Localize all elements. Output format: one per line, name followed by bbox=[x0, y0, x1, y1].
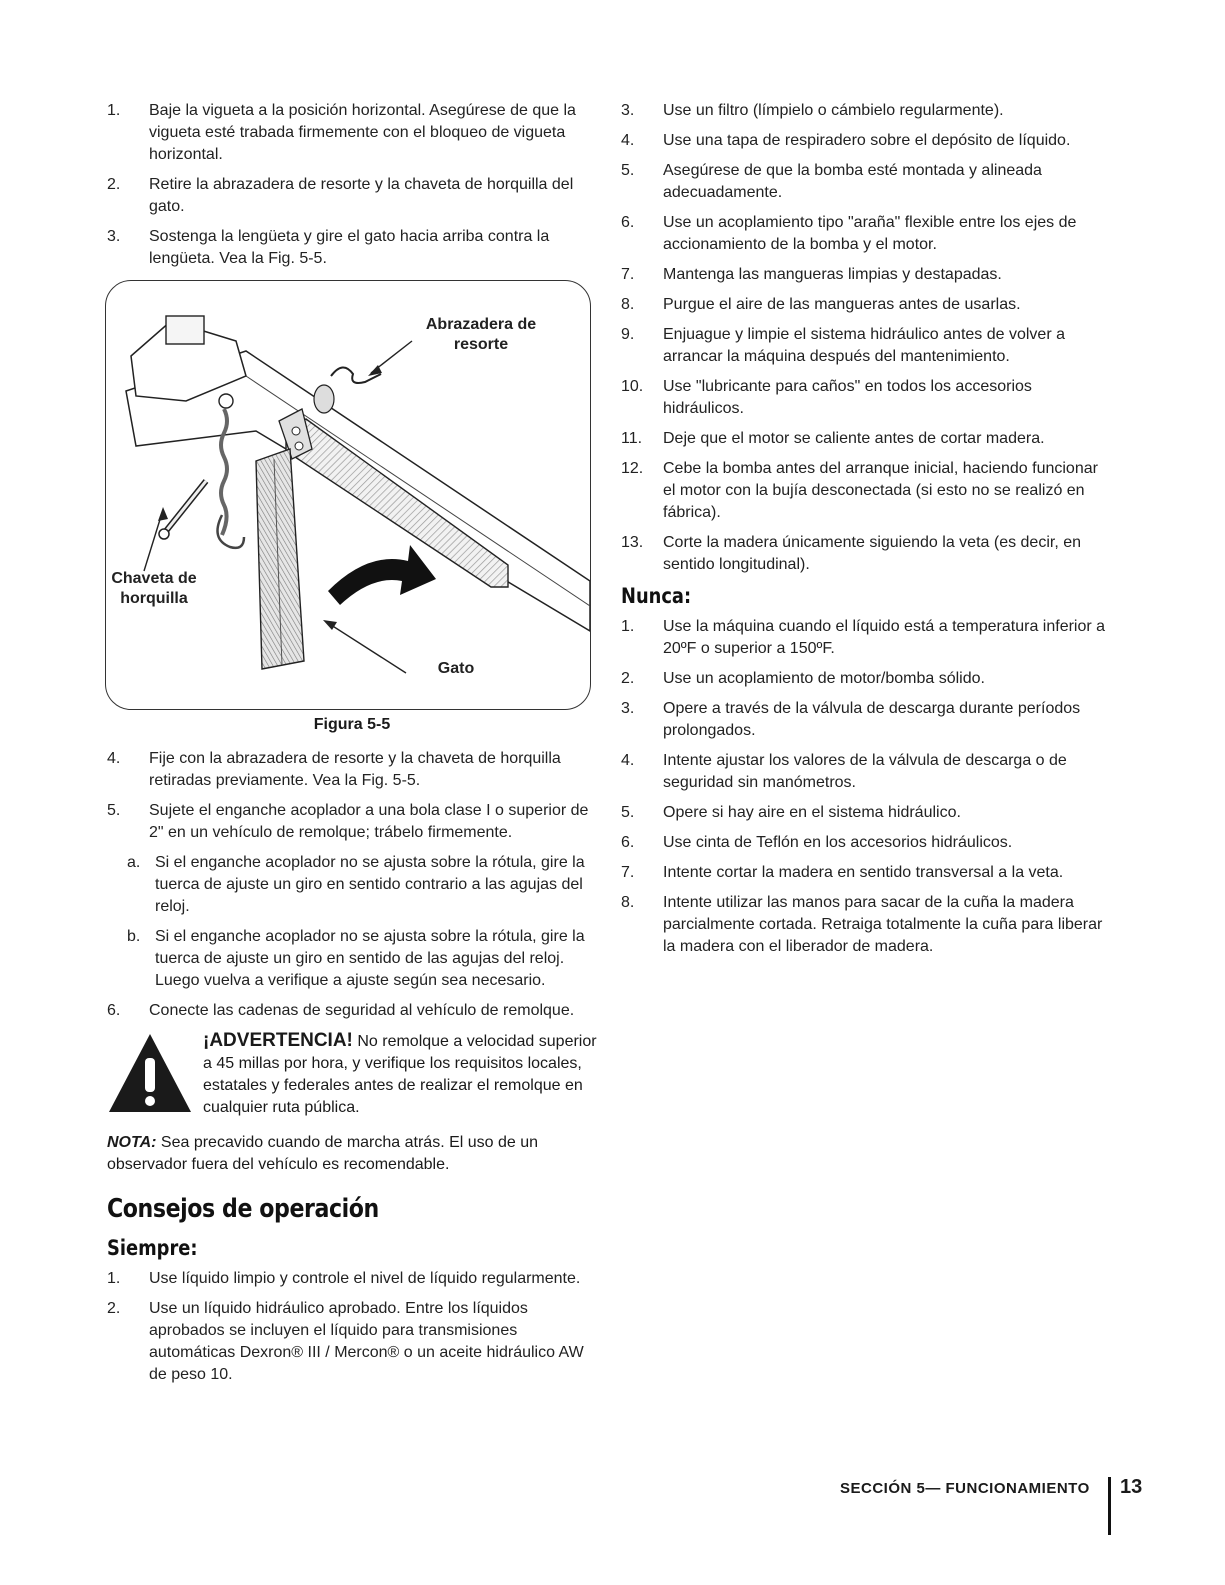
section-title: Consejos de operación bbox=[107, 1194, 379, 1224]
item-number: 2. bbox=[107, 176, 121, 193]
note-label: NOTA: bbox=[107, 1134, 157, 1151]
list-item bbox=[107, 800, 597, 844]
item-number: 6. bbox=[621, 834, 635, 851]
item-text: Purgue el aire de las mangueras antes de usarlas. bbox=[663, 296, 1021, 313]
item-text: Asegúrese de que la bomba esté montada y alineada adecuadamente. bbox=[663, 162, 1042, 201]
item-text: Si el enganche acoplador no se ajusta sobre la rótula, gire la tuerca de ajuste un giro en sentido contrario a las agujas del reloj. bbox=[155, 854, 585, 915]
item-number: 11. bbox=[621, 430, 643, 447]
item-text: Opere si hay aire en el sistema hidráulico. bbox=[663, 804, 961, 821]
list-item bbox=[107, 852, 597, 918]
warning-text bbox=[203, 1030, 597, 1119]
warning-body: No remolque a velocidad superior a 45 millas por hora, y verifique los requisitos locales, estatales y federales antes de realizar el remolque en cualquier ruta pública. bbox=[203, 1033, 597, 1116]
item-number: 6. bbox=[621, 214, 635, 231]
list-item bbox=[621, 750, 1111, 794]
item-text: Si el enganche acoplador no se ajusta sobre la rótula, gire la tuerca de ajuste un giro en sentido de las agujas del reloj. Luego vuelva a verifique a ajuste según sea necesario. bbox=[155, 928, 585, 989]
item-text: Use una tapa de respiradero sobre el depósito de líquido. bbox=[663, 132, 1071, 149]
item-number: 2. bbox=[621, 670, 635, 687]
item-number: 12. bbox=[621, 460, 644, 477]
steps-list-c bbox=[107, 1000, 597, 1022]
list-item bbox=[107, 926, 597, 992]
list-item bbox=[621, 862, 1111, 884]
item-number: 3. bbox=[621, 102, 635, 119]
substeps-list bbox=[107, 852, 597, 992]
list-item bbox=[621, 100, 1111, 122]
left-column bbox=[107, 100, 597, 1394]
list-item bbox=[621, 428, 1111, 450]
figure-label-pin: Chaveta de horquilla bbox=[111, 570, 197, 607]
steps-list-b bbox=[107, 748, 597, 844]
item-text: Intente cortar la madera en sentido transversal a la veta. bbox=[663, 864, 1064, 881]
list-item bbox=[621, 668, 1111, 690]
siempre-list-left bbox=[107, 1268, 597, 1386]
item-number: 3. bbox=[107, 228, 121, 245]
list-item bbox=[621, 212, 1111, 256]
list-item bbox=[621, 616, 1111, 660]
warning-title: ¡ADVERTENCIA! bbox=[203, 1030, 353, 1051]
siempre-list-right bbox=[621, 100, 1111, 576]
warning-triangle-icon bbox=[107, 1032, 193, 1116]
list-item bbox=[107, 226, 597, 270]
item-text: Deje que el motor se caliente antes de cortar madera. bbox=[663, 430, 1045, 447]
list-item bbox=[621, 130, 1111, 152]
item-number: 13. bbox=[621, 534, 644, 551]
page-footer bbox=[840, 1476, 1143, 1537]
item-text: Cebe la bomba antes del arranque inicial, haciendo funcionar el motor con la bujía desconectada (si esto no se realizó en fábrica). bbox=[663, 460, 1098, 521]
item-number: 8. bbox=[621, 296, 635, 313]
page-number: 13 bbox=[1120, 1476, 1143, 1498]
item-text: Use líquido limpio y controle el nivel de líquido regularmente. bbox=[149, 1270, 581, 1287]
footer-divider bbox=[1108, 1477, 1111, 1535]
item-number: 5. bbox=[621, 804, 635, 821]
list-item bbox=[107, 1298, 597, 1386]
item-text: Corte la madera únicamente siguiendo la veta (es decir, en sentido longitudinal). bbox=[663, 534, 1082, 573]
item-number: 1. bbox=[107, 102, 121, 119]
figure-caption: Figura 5-5 bbox=[313, 716, 391, 733]
figure-5-5 bbox=[105, 280, 591, 710]
list-item bbox=[107, 1268, 597, 1290]
item-text: Mantenga las mangueras limpias y destapadas. bbox=[663, 266, 1002, 283]
item-text: Use "lubricante para caños" en todos los accesorios hidráulicos. bbox=[663, 378, 1032, 417]
item-text: Fije con la abrazadera de resorte y la chaveta de horquilla retiradas previamente. Vea la Fig. 5-5. bbox=[149, 750, 561, 789]
list-item bbox=[621, 294, 1111, 316]
nunca-heading: Nunca: bbox=[621, 584, 692, 608]
item-text: Use cinta de Teflón en los accesorios hidráulicos. bbox=[663, 834, 1013, 851]
list-item bbox=[621, 458, 1111, 524]
item-number: 7. bbox=[621, 864, 635, 881]
item-number: 1. bbox=[621, 618, 635, 635]
item-number: 10. bbox=[621, 378, 644, 395]
list-item bbox=[621, 264, 1111, 286]
list-item bbox=[107, 748, 597, 792]
list-item bbox=[621, 802, 1111, 824]
item-number: b. bbox=[127, 928, 141, 945]
item-text: Use un líquido hidráulico aprobado. Entre los líquidos aprobados se incluyen el líquido para transmisiones automáticas Dexron® III / Mercon® o un aceite hidráulico AW de peso 10. bbox=[149, 1300, 584, 1383]
list-item bbox=[107, 174, 597, 218]
item-number: 3. bbox=[621, 700, 635, 717]
list-item bbox=[107, 1000, 597, 1022]
figure-label-jack: Gato bbox=[437, 660, 475, 677]
list-item bbox=[621, 832, 1111, 854]
item-number: 6. bbox=[107, 1002, 121, 1019]
item-text: Sujete el enganche acoplador a una bola clase I o superior de 2" en un vehículo de remolque; trábelo firmemente. bbox=[149, 802, 589, 841]
item-number: 8. bbox=[621, 894, 635, 911]
item-number: 9. bbox=[621, 326, 635, 343]
item-text: Enjuague y limpie el sistema hidráulico antes de volver a arrancar la máquina después del mantenimiento. bbox=[663, 326, 1065, 365]
footer-section: SECCIÓN 5— FUNCIONAMIENTO bbox=[840, 1480, 1090, 1497]
siempre-heading: Siempre: bbox=[107, 1236, 198, 1260]
item-number: 5. bbox=[107, 802, 121, 819]
item-number: 4. bbox=[621, 132, 635, 149]
item-text: Baje la vigueta a la posición horizontal. Asegúrese de que la vigueta esté trabada firmemente con el bloqueo de vigueta horizontal. bbox=[149, 102, 576, 163]
figure-label-clip: Abrazadera de resorte bbox=[425, 316, 537, 353]
note-paragraph bbox=[107, 1132, 597, 1176]
list-item bbox=[621, 698, 1111, 742]
right-column bbox=[621, 100, 1111, 966]
item-text: Intente utilizar las manos para sacar de la cuña la madera parcialmente cortada. Retraiga totalmente la cuña para liberar la madera con el liberador de madera. bbox=[663, 894, 1103, 955]
item-number: a. bbox=[127, 854, 141, 871]
list-item bbox=[107, 100, 597, 166]
list-item bbox=[621, 160, 1111, 204]
item-text: Retire la abrazadera de resorte y la chaveta de horquilla del gato. bbox=[149, 176, 574, 215]
item-text: Intente ajustar los valores de la válvula de descarga o de seguridad sin manómetros. bbox=[663, 752, 1067, 791]
item-text: Use la máquina cuando el líquido está a temperatura inferior a 20ºF o superior a 150ºF. bbox=[663, 618, 1106, 657]
note-text: Sea precavido cuando de marcha atrás. El uso de un observador fuera del vehículo es recomendable. bbox=[107, 1134, 539, 1173]
item-number: 1. bbox=[107, 1270, 121, 1287]
warning-box bbox=[107, 1030, 597, 1122]
steps-list-a bbox=[107, 100, 597, 270]
list-item bbox=[621, 324, 1111, 368]
item-text: Use un filtro (límpielo o cámbielo regularmente). bbox=[663, 102, 1004, 119]
item-text: Conecte las cadenas de seguridad al vehículo de remolque. bbox=[149, 1002, 575, 1019]
item-number: 4. bbox=[621, 752, 635, 769]
list-item bbox=[621, 376, 1111, 420]
item-number: 5. bbox=[621, 162, 635, 179]
item-number: 4. bbox=[107, 750, 121, 767]
item-text: Use un acoplamiento de motor/bomba sólido. bbox=[663, 670, 985, 687]
nunca-list bbox=[621, 616, 1111, 958]
item-text: Opere a través de la válvula de descarga durante períodos prolongados. bbox=[663, 700, 1081, 739]
item-number: 2. bbox=[107, 1300, 121, 1317]
item-text: Sostenga la lengüeta y gire el gato hacia arriba contra la lengüeta. Vea la Fig. 5-5. bbox=[149, 228, 550, 267]
list-item bbox=[621, 532, 1111, 576]
item-number: 7. bbox=[621, 266, 635, 283]
list-item bbox=[621, 892, 1111, 958]
item-text: Use un acoplamiento tipo "araña" flexible entre los ejes de accionamiento de la bomba y el motor. bbox=[663, 214, 1077, 253]
